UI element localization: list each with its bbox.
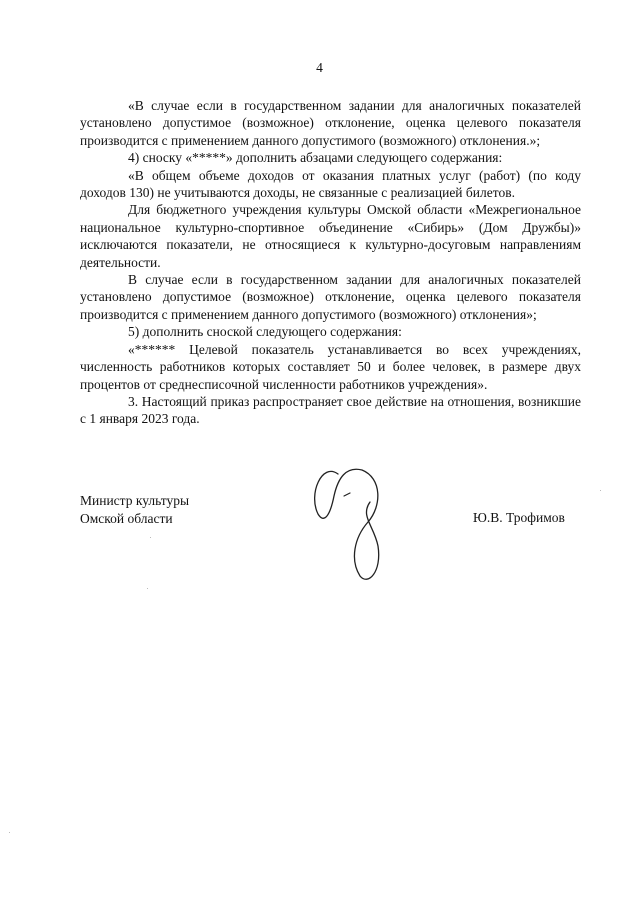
document-body	[80, 97, 581, 428]
paragraph-income-clause: «В общем объеме доходов от оказания платных услуг (работ) (по коду доходов 130) не учитываются доходы, не связанные с реализацией билетов.	[80, 167, 581, 201]
paragraph-item-4: 4) сноску «*****» дополнить абзацами следующего содержания:	[128, 150, 503, 166]
paragraph-deviation-clause: «В случае если в государственном задании для аналогичных показателей установлено допустимое (возможное) отклонение, оценка целевого показателя производится с применением данного допустимого (возможного) отклонения.»;	[80, 98, 581, 148]
scan-speck	[9, 832, 10, 833]
signatory-position-line2: Омской области	[80, 511, 173, 526]
signatory-position	[80, 492, 189, 528]
page-number: 4	[316, 60, 323, 75]
paragraph-footnote: «****** Целевой показатель устанавливается во всех учреждениях, численность работников которых составляет 50 и более человек, в размере двух процентов от среднесписочной численности работников учреждения».	[80, 341, 581, 392]
scan-speck	[600, 490, 601, 491]
paragraph-dom-druzhby: Для бюджетного учреждения культуры Омской области «Межрегиональное национальное культурно-спортивное объединение «Сибирь» (Дом Дружбы)» исключаются показатели, не относящиеся к культурно-досуговым направлениям деятельности.	[80, 202, 581, 270]
paragraph-deviation-clause-2: В случае если в государственном задании для аналогичных показателей установлено допустимое (возможное) отклонение, оценка целевого показателя производится с применением данного допустимого (возможного) отклонения»;	[80, 272, 581, 322]
scan-speck	[147, 588, 148, 589]
signatory-position-line1: Министр культуры	[80, 493, 190, 508]
scan-speck	[150, 537, 151, 538]
paragraph-effective-date: 3. Настоящий приказ распространяет свое действие на отношения, возникшие с 1 января 2023 года.	[80, 393, 581, 427]
handwritten-signature	[300, 452, 410, 597]
signatory-name: Ю.В. Трофимов	[473, 510, 565, 525]
paragraph-item-5: 5) дополнить сноской следующего содержания:	[128, 324, 402, 340]
